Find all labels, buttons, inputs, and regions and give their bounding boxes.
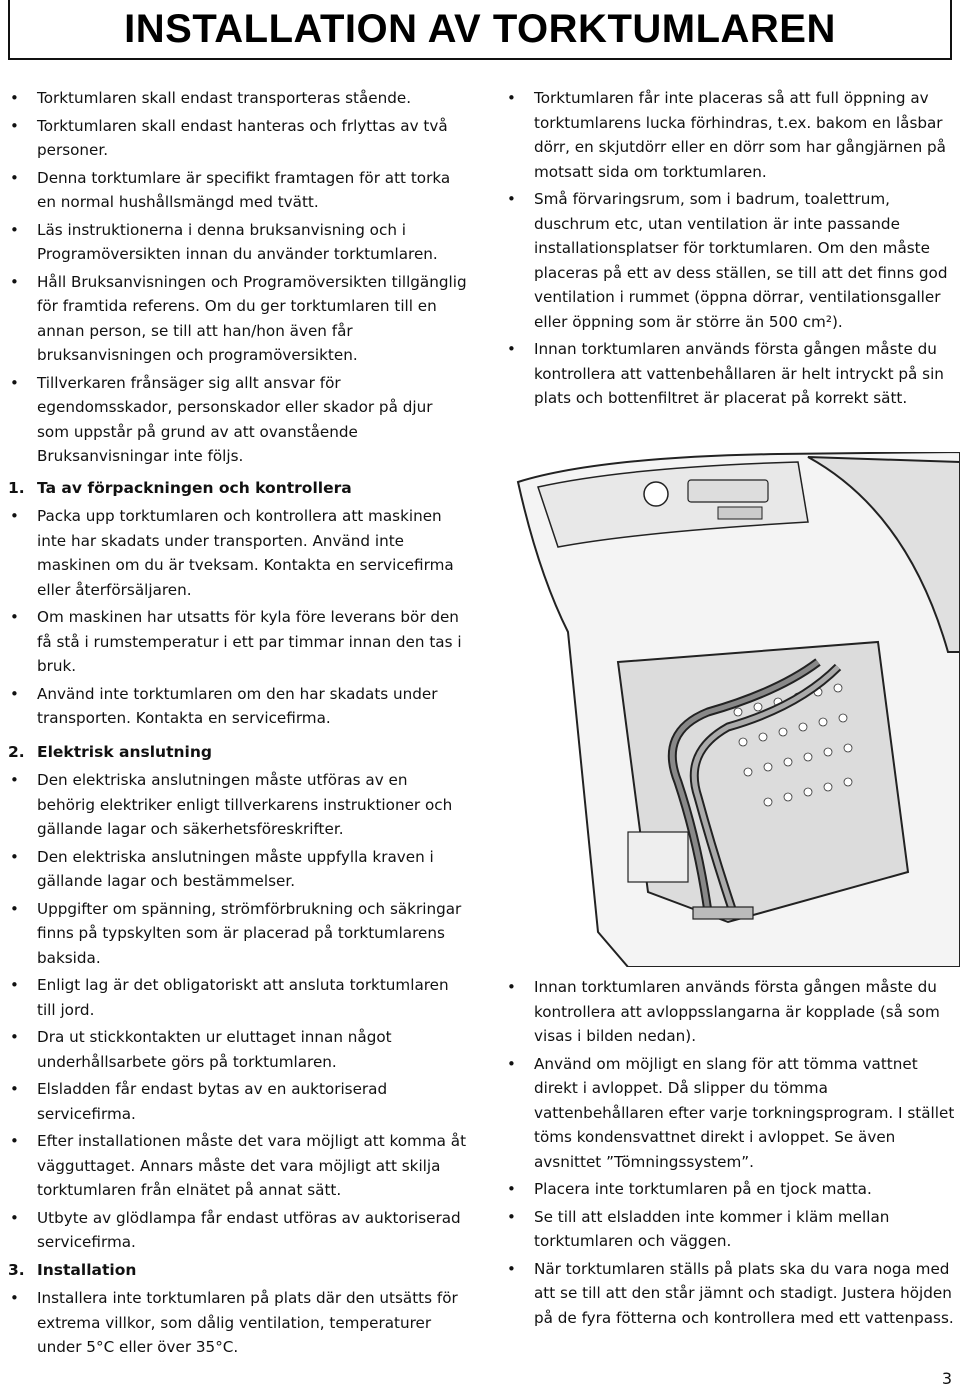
section-title: Elektrisk anslutning [37,743,212,761]
section-title: Ta av förpackningen och kontrollera [37,479,352,497]
intro-left-list [8,86,468,469]
section-list [8,504,468,731]
list-item: • Dra ut stickkontakten ur eluttaget innan något underhållsarbete görs på torktumlaren. [8,1025,468,1074]
section-electrical [8,740,468,1258]
title-box [8,0,952,60]
section-unpacking [8,476,468,734]
list-item: • Använd inte torktumlaren om den har skadats under transporten. Kontakta en servicefirma. [8,682,468,731]
intro-right-list [505,86,955,411]
section-heading [8,1258,468,1282]
list-item: • Den elektriska anslutningen måste utföras av en behörig elektriker enligt tillverkarens instruktioner och gällande lagar och säkerhetsföreskrifter. [8,768,468,842]
list-item: • Om maskinen har utsatts för kyla före leverans bör den få stå i rumstemperatur i ett par timmar innan den tas i bruk. [8,605,468,679]
list-item: • Elsladden får endast bytas av en auktoriserad servicefirma. [8,1077,468,1126]
list-item: • Uppgifter om spänning, strömförbrukning och säkringar finns på typskylten som är placerad på torktumlarens baksida. [8,897,468,971]
section-heading [8,476,468,500]
list-item: • Torktumlaren får inte placeras så att full öppning av torktumlarens lucka förhindras, t.ex. bakom en låsbar dörr, en skjutdörr eller en dörr som har gångjärnen på motsatt sida om torktumlaren. [505,86,955,184]
section-list [8,768,468,1255]
section-number: 3. [8,1261,25,1279]
page-number: 3 [941,1369,952,1388]
list-item: • Innan torktumlaren används första gången måste du kontrollera att avloppsslangarna är kopplade (så som visas i bilden nedan). [505,975,955,1049]
section-number: 1. [8,479,25,497]
page-title: INSTALLATION AV TORKTUMLAREN [124,6,836,51]
list-item: • Den elektriska anslutningen måste uppfylla kraven i gällande lagar och bestämmelser. [8,845,468,894]
list-item: • Se till att elsladden inte kommer i kläm mellan torktumlaren och väggen. [505,1205,955,1254]
list-item: • Torktumlaren skall endast transporteras stående. [8,86,468,111]
list-item: • När torktumlaren ställs på plats ska du vara noga med att se till att den står jämnt och stadigt. Justera höjden på de fyra fötterna och kontrollera med ett vattenpass. [505,1257,955,1331]
list-item: • Enligt lag är det obligatoriskt att ansluta torktumlaren till jord. [8,973,468,1022]
list-item: • Efter installationen måste det vara möjligt att komma åt vägguttaget. Annars måste det vara möjligt att skilja torktumlaren från elnätet på annat sätt. [8,1129,468,1203]
section-number: 2. [8,743,25,761]
list-item: • Denna torktumlare är specifikt framtagen för att torka en normal hushållsmängd med tvätt. [8,166,468,215]
section-title: Installation [37,1261,137,1279]
list-item: • Placera inte torktumlaren på en tjock matta. [505,1177,955,1202]
bottom-right-column [505,975,955,1333]
dryer-drain-illustration [478,452,960,967]
list-item: • Innan torktumlaren används första gången måste du kontrollera att vattenbehållaren är helt intryckt på sin plats och bottenfiltret är placerat på korrekt sätt. [505,337,955,411]
list-item: • Packa upp torktumlaren och kontrollera att maskinen inte har skadats under transporten. Använd inte maskinen om du är tveksam. Kontakta en servicefirma eller återförsäljaren. [8,504,468,602]
list-item: • Installera inte torktumlaren på plats där den utsätts för extrema villkor, som dålig ventilation, temperaturer under 5°C eller över 35°C. [8,1286,468,1360]
intro-right-column [505,86,955,414]
list-item: • Utbyte av glödlampa får endast utföras av auktoriserad servicefirma. [8,1206,468,1255]
list-item: • Använd om möjligt en slang för att tömma vattnet direkt i avloppet. Då slipper du tömma vattenbehållaren efter varje torkningsprogram. I stället töms kondensvattnet direkt i avloppet. Se även avsnittet ”Tömningssystem”. [505,1052,955,1175]
list-item: • Små förvaringsrum, som i badrum, toalettrum, duschrum etc, utan ventilation är inte passande installationsplatser för torktumlaren. Om den måste placeras på ett av dess ställen, se till att det finns god ventilation i rummet (öppna dörrar, ventilationsgaller eller öppning som är större än 500 cm²). [505,187,955,334]
list-item: • Läs instruktionerna i denna bruksanvisning och i Programöversikten innan du använder torktumlaren. [8,218,468,267]
list-item: • Tillverkaren frånsäger sig allt ansvar för egendomsskador, personskador eller skador på djur som uppstår på grund av att ovanstående Bruksanvisningar inte följs. [8,371,468,469]
intro-left-column [8,86,468,472]
section-installation [8,1258,468,1363]
section-list [8,1286,468,1360]
list-item: • Torktumlaren skall endast hanteras och frlyttas av två personer. [8,114,468,163]
section-heading [8,740,468,764]
list-item: • Håll Bruksanvisningen och Programöversikten tillgänglig för framtida referens. Om du ger torktumlaren till en annan person, se till att han/hon även får bruksanvisningen och programöversikten. [8,270,468,368]
bottom-right-list [505,975,955,1330]
